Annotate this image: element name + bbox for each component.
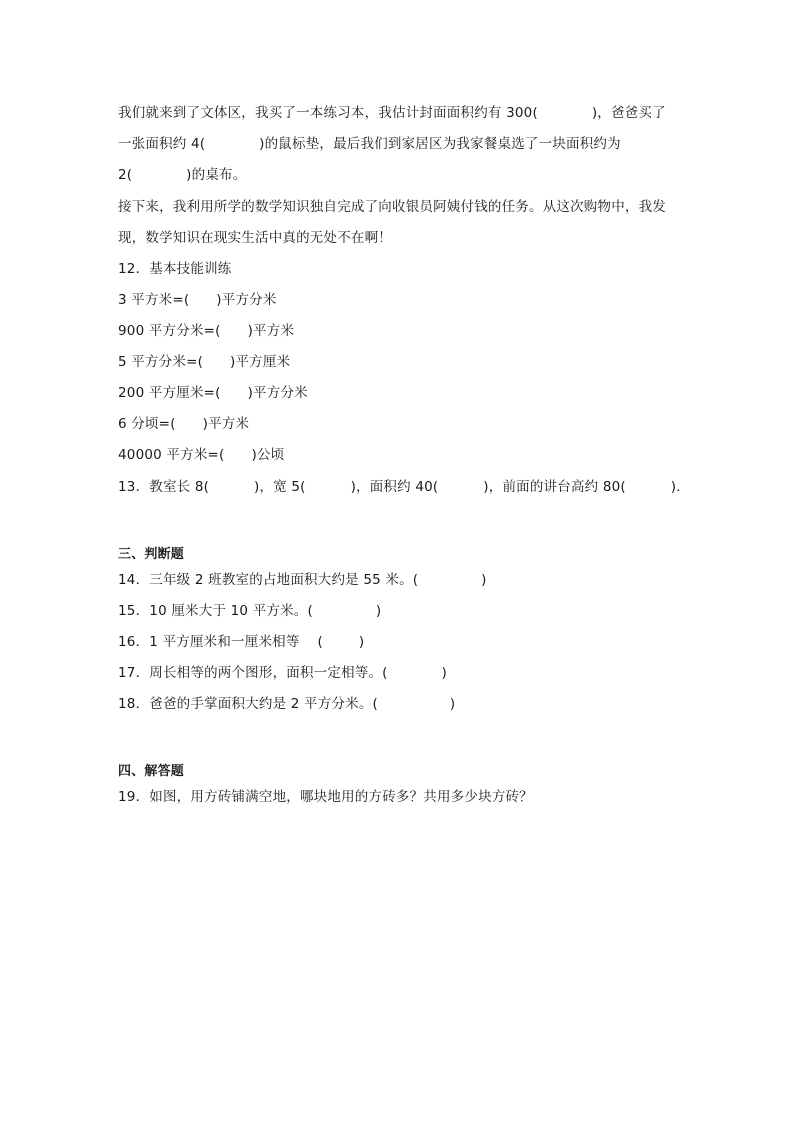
question-12-item: 900 平方分米=( )平方米 <box>118 323 295 339</box>
section-3-heading: 三、判断题 <box>118 547 185 562</box>
question-19: 19．如图，用方砖铺满空地，哪块地用的方砖多？共用多少块方砖？ <box>118 789 533 805</box>
question-17: 17．周长相等的两个图形，面积一定相等。( ) <box>118 665 448 681</box>
question-13: 13．教室长 8( )，宽 5( )，面积约 40( )，前面的讲台高约 80( )． <box>118 479 690 495</box>
question-12-item: 200 平方厘米=( )平方分米 <box>118 385 308 401</box>
section-4-heading: 四、解答题 <box>118 764 185 779</box>
story-line-4: 接下来，我利用所学的数学知识独自完成了向收银员阿姨付钱的任务。从这次购物中，我发 <box>118 199 666 215</box>
question-18: 18．爸爸的手掌面积大约是 2 平方分米。( ) <box>118 696 456 712</box>
question-14: 14．三年级 2 班教室的占地面积大约是 55 米。( ) <box>118 572 487 588</box>
question-12-item: 6 分顷=( )平方米 <box>118 416 250 432</box>
story-line-5: 现，数学知识在现实生活中真的无处不在啊！ <box>118 230 392 246</box>
question-12-title: 12．基本技能训练 <box>118 261 232 277</box>
story-line-1: 我们就来到了文体区，我买了一本练习本，我估计封面面积约有 300( )，爸爸买了 <box>118 105 666 121</box>
question-15: 15．10 厘米大于 10 平方米。( ) <box>118 603 382 619</box>
question-12-item: 40000 平方米=( )公顷 <box>118 447 285 463</box>
question-12-item: 3 平方米=( )平方分米 <box>118 292 277 308</box>
story-line-2: 一张面积约 4( )的鼠标垫，最后我们到家居区为我家餐桌选了一块面积约为 <box>118 136 621 152</box>
question-12-item: 5 平方分米=( )平方厘米 <box>118 354 291 370</box>
story-line-3: 2( )的桌布。 <box>118 167 247 183</box>
question-16: 16．1 平方厘米和一厘米相等 ( ) <box>118 634 365 650</box>
